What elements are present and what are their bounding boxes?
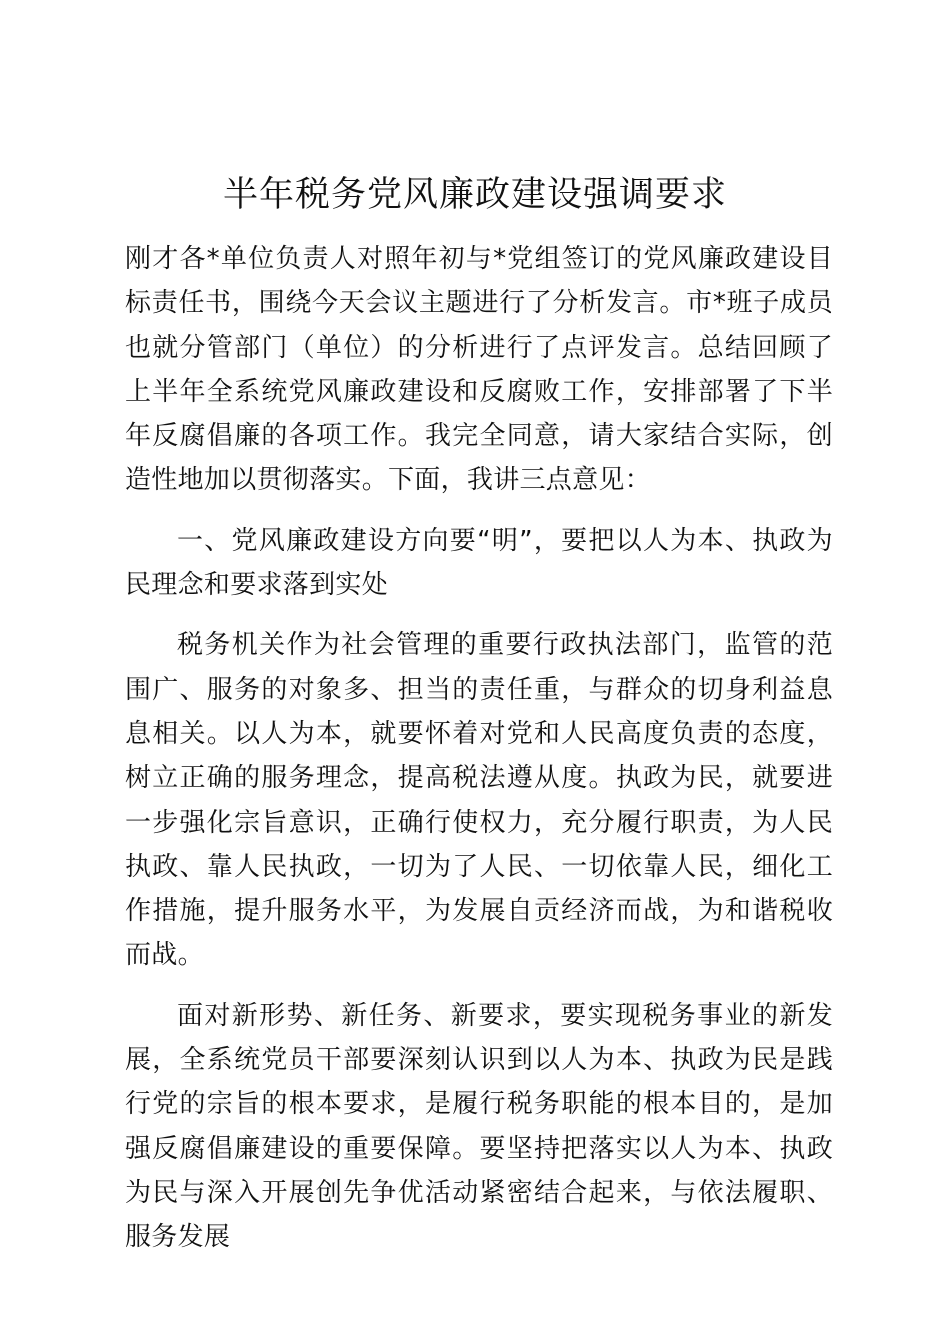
document-body <box>125 237 833 1260</box>
document-title: 半年税务党风廉政建设强调要求 <box>222 175 727 215</box>
intro-paragraph: 刚才各*单位负责人对照年初与*党组签订的党风廉政建设目标责任书，围绕今天会议主题进行了分析发言。市*班子成员也就分管部门（单位）的分析进行了点评发言。总结回顾了上半年全系统党风廉政建设和反腐败工作，安排部署了下半年反腐倡廉的各项工作。我完全同意，请大家结合实际，创造性地加以贯彻落实。下面，我讲三点意见： <box>125 244 833 496</box>
section-heading-1: 一、党风廉政建设方向要“明”，要把以人为本、执政为民理念和要求落到实处 <box>125 525 833 601</box>
body-paragraph: 面对新形势、新任务、新要求，要实现税务事业的新发展，全系统党员干部要深刻认识到以人为本、执政为民是践行党的宗旨的根本要求，是履行税务职能的根本目的，是加强反腐倡廉建设的重要保障。要坚持把落实以人为本、执政为民与深入开展创先争优活动紧密结合起来，与依法履职、服务发展 <box>125 1000 833 1253</box>
body-paragraph: 税务机关作为社会管理的重要行政执法部门，监管的范围广、服务的对象多、担当的责任重，与群众的切身利益息息相关。以人为本，就要怀着对党和人民高度负责的态度，树立正确的服务理念，提高税法遵从度。执政为民，就要进一步强化宗旨意识，正确行使权力，充分履行职责，为人民执政、靠人民执政，一切为了人民、一切依靠人民，细化工作措施，提升服务水平，为发展自贡经济而战，为和谐税收而战。 <box>125 630 833 971</box>
